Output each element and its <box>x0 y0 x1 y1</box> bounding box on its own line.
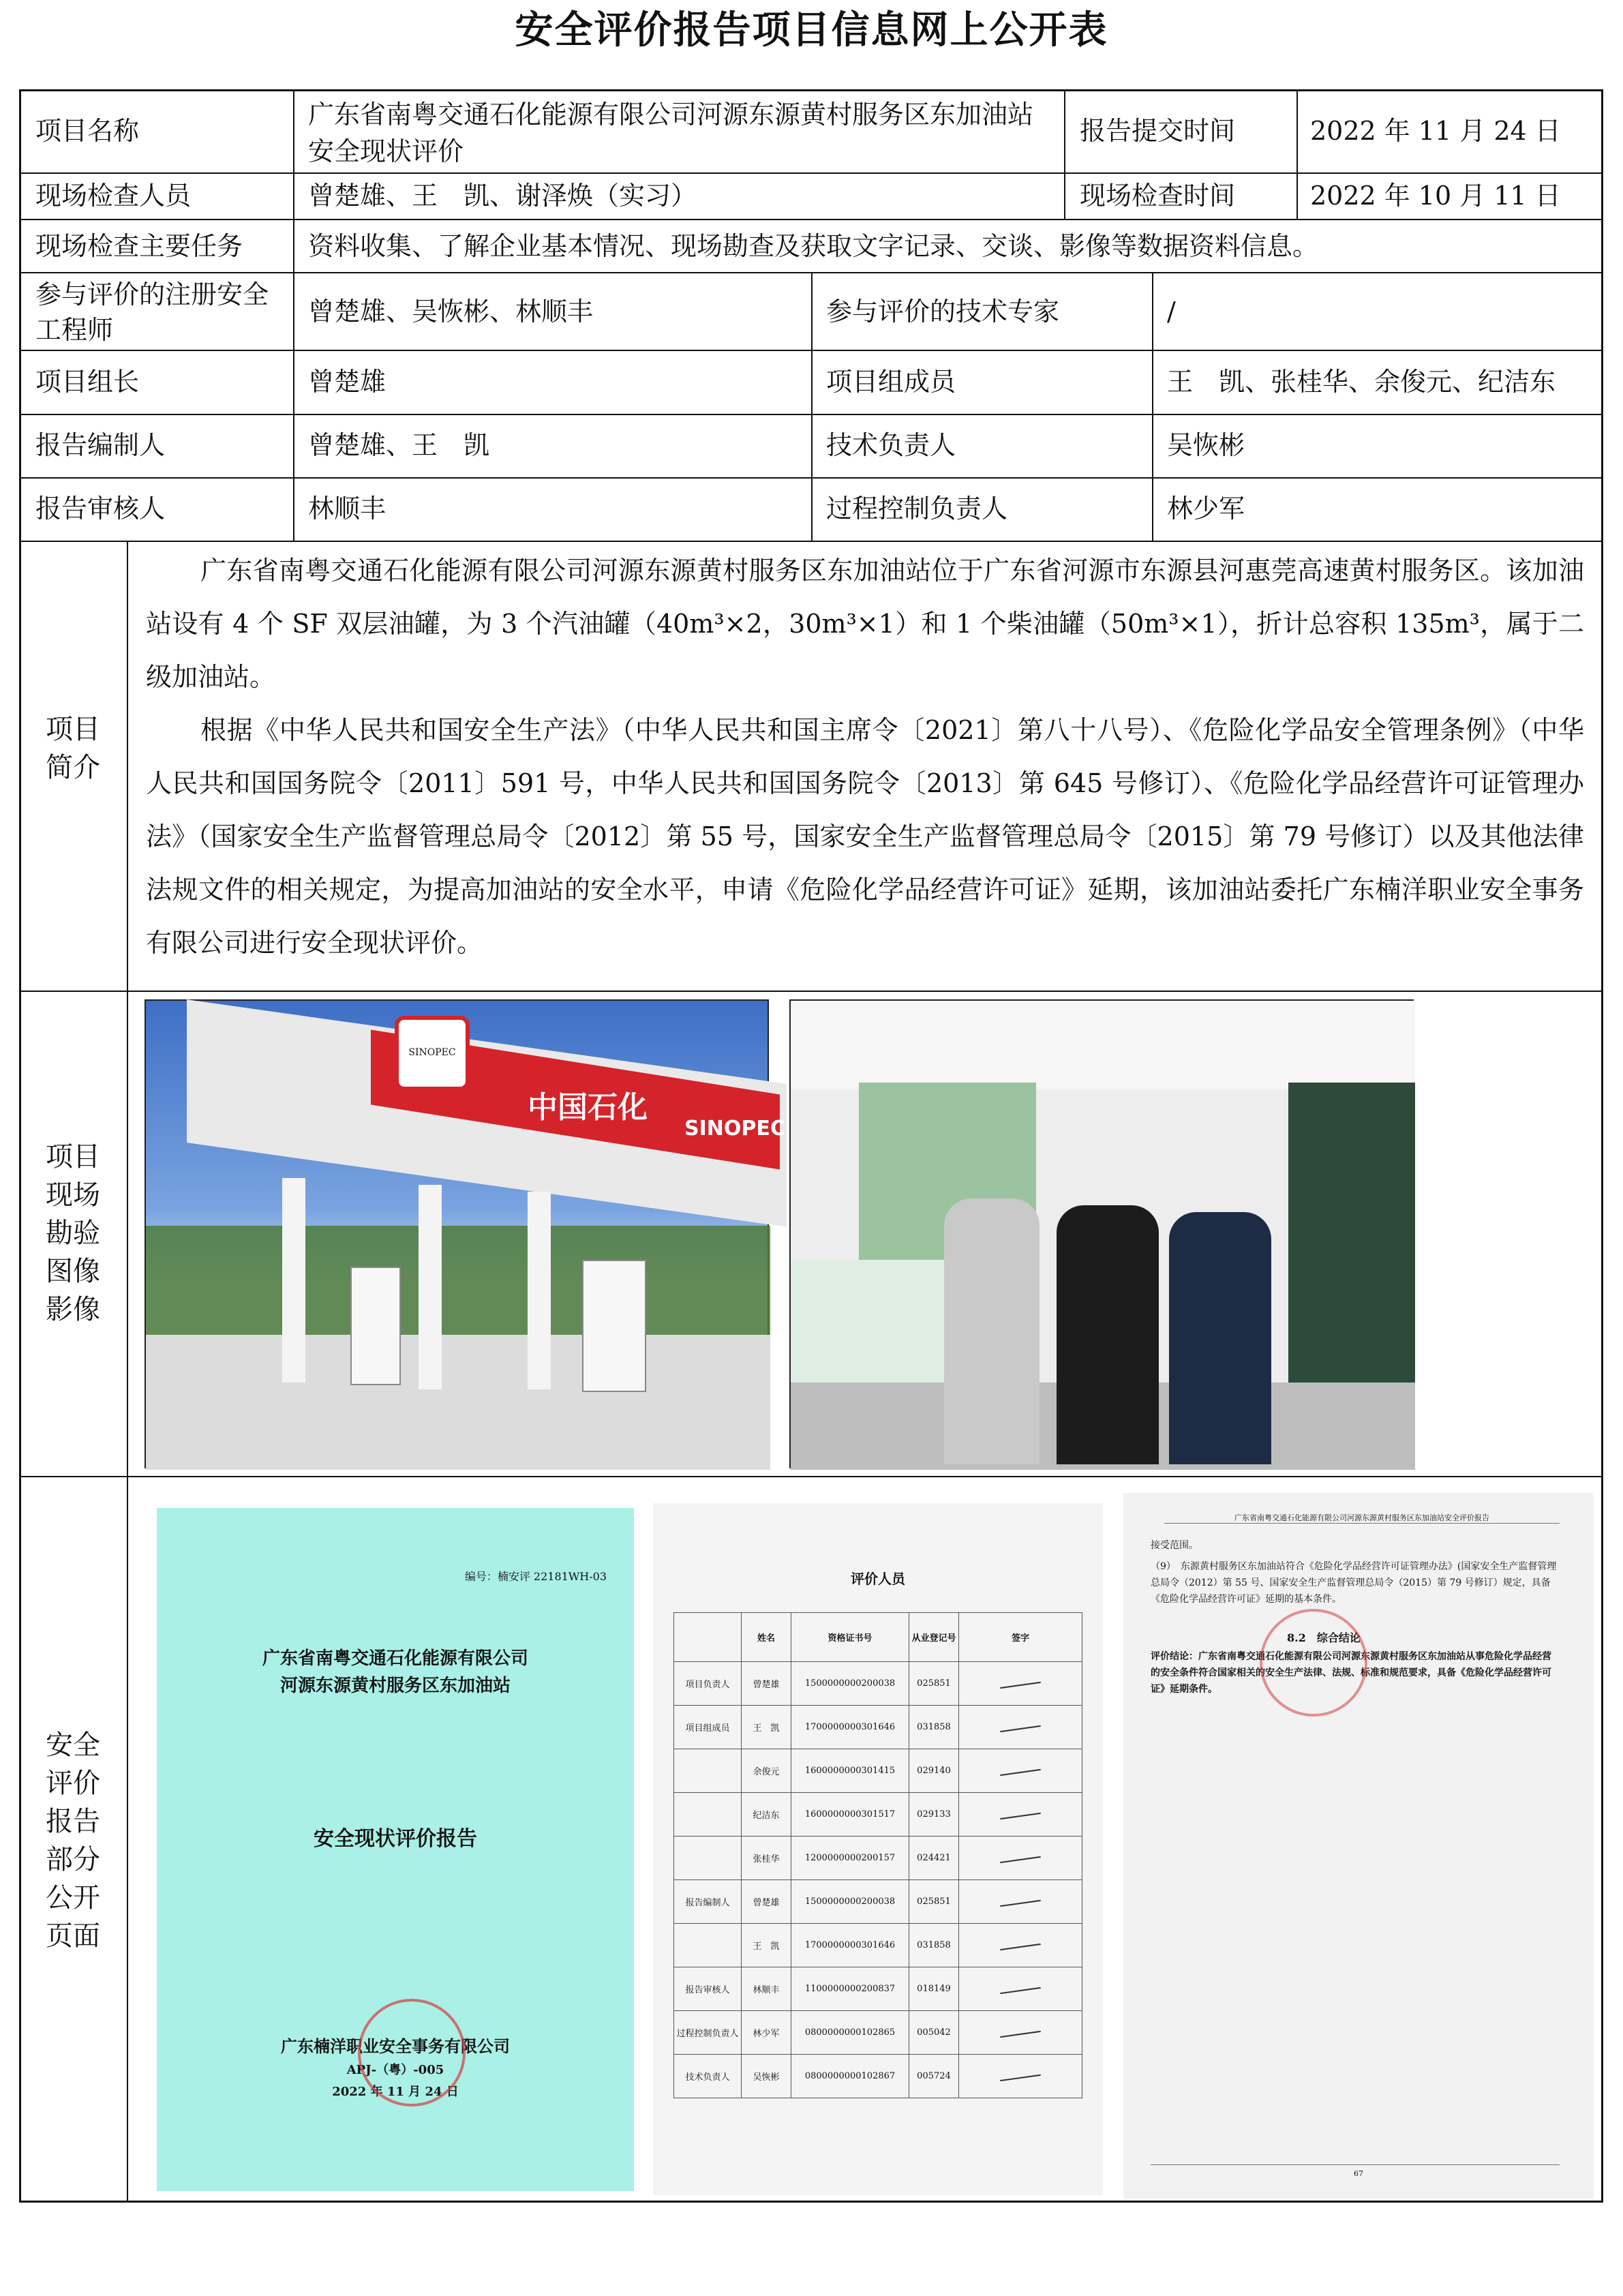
staff-col-name: 姓名 <box>742 1613 791 1662</box>
staff-name: 王 凯 <box>742 1706 791 1749</box>
staff-cert: 1100000000200837 <box>791 1967 909 2011</box>
report-cover-page <box>157 1508 634 2191</box>
staff-role <box>674 1793 742 1837</box>
handwritten-signature-icon <box>1000 1856 1041 1863</box>
staff-name: 曾楚雄 <box>742 1662 791 1706</box>
staff-name: 林少军 <box>742 2011 791 2055</box>
staff-role: 过程控制负责人 <box>674 2011 742 2055</box>
intro-label: 项目简介 <box>46 714 100 783</box>
photos-label: 项目现场勘验图像影像 <box>46 1141 100 1325</box>
staff-cert: 1200000000200157 <box>791 1837 909 1880</box>
handwritten-signature-icon <box>1000 1682 1041 1689</box>
conclusion-header: 广东省南粤交通石化能源有限公司河源东源黄村服务区东加油站安全评价报告 <box>1164 1512 1560 1524</box>
pages-label: 安全评价报告部分公开页面 <box>46 1729 100 1952</box>
process-ctrl-label: 过程控制负责人 <box>826 494 1008 524</box>
staff-cert: 1700000000301646 <box>791 1924 909 1967</box>
signature-cell <box>959 1967 1082 2011</box>
staff-name: 吴恢彬 <box>742 2055 791 2098</box>
engineers-value: 曾楚雄、吴恢彬、林顺丰 <box>308 297 594 327</box>
signature-cell <box>959 1706 1082 1749</box>
signature-cell <box>959 1793 1082 1837</box>
staff-reg: 005042 <box>909 2011 959 2055</box>
signature-cell <box>959 2055 1082 2098</box>
cover-company-line1: 广东省南粤交通石化能源有限公司 <box>262 1648 528 1669</box>
inspectors-label: 现场检查人员 <box>35 181 192 211</box>
handwritten-signature-icon <box>1000 1813 1041 1819</box>
cover-code: 编号：楠安评 22181WH-03 <box>464 1570 607 1583</box>
staff-row <box>674 1880 1082 1924</box>
experts-label: 参与评价的技术专家 <box>826 297 1060 327</box>
page-title: 安全评价报告项目信息网上公开表 <box>515 8 1108 52</box>
conclusion-page-number: 67 <box>1354 2169 1363 2178</box>
staff-cert: 1600000000301517 <box>791 1793 909 1837</box>
reviewer-value: 林顺丰 <box>308 494 386 524</box>
staff-reg: 029140 <box>909 1749 959 1793</box>
signature-cell <box>959 2011 1082 2055</box>
staff-reg: 031858 <box>909 1924 959 1967</box>
staff-table <box>673 1612 1082 2098</box>
cover-report-title: 安全现状评价报告 <box>314 1827 477 1851</box>
site-staff-photo <box>789 999 1414 1468</box>
compiler-label: 报告编制人 <box>35 430 166 460</box>
staff-role: 报告编制人 <box>674 1880 742 1924</box>
staff-row <box>674 1924 1082 1967</box>
tech-lead-value: 吴恢彬 <box>1167 430 1245 460</box>
staff-row <box>674 1662 1082 1706</box>
staff-row <box>674 1837 1082 1880</box>
reviewer-label: 报告审核人 <box>35 494 166 524</box>
staff-row <box>674 1967 1082 2011</box>
staff-reg: 025851 <box>909 1662 959 1706</box>
cover-company-line2: 河源东源黄村服务区东加油站 <box>279 1676 511 1696</box>
staff-cert: 1700000000301646 <box>791 1706 909 1749</box>
staff-name: 王 凯 <box>742 1924 791 1967</box>
handwritten-signature-icon <box>1000 1769 1041 1776</box>
signature-cell <box>959 1749 1082 1793</box>
signature-cell <box>959 1924 1082 1967</box>
staff-name: 张桂华 <box>742 1837 791 1880</box>
project-name-value: 广东省南粤交通石化能源有限公司河源东源黄村服务区东加油站安全现状评价 <box>308 100 1034 166</box>
leader-value: 曾楚雄 <box>308 367 386 397</box>
handwritten-signature-icon <box>1000 1987 1041 1994</box>
staff-reg: 018149 <box>909 1967 959 2011</box>
process-ctrl-value: 林少军 <box>1167 494 1245 524</box>
inspect-time-label: 现场检查时间 <box>1080 181 1236 211</box>
staff-col-role <box>674 1613 742 1662</box>
staff-role <box>674 1749 742 1793</box>
members-label: 项目组成员 <box>826 367 956 397</box>
station-photo <box>145 999 785 1468</box>
handwritten-signature-icon <box>1000 1900 1041 1907</box>
canopy-brand-en: SINOPEC <box>684 1117 785 1141</box>
cover-date: 2022 年 11 月 24 日 <box>332 2085 459 2099</box>
staff-name: 纪洁东 <box>742 1793 791 1837</box>
staff-row <box>674 1793 1082 1837</box>
signature-cell <box>959 1662 1082 1706</box>
staff-reg: 025851 <box>909 1880 959 1924</box>
conclusion-section: 8.2 综合结论 <box>1287 1631 1361 1644</box>
staff-col-cert: 资格证书号 <box>791 1613 909 1662</box>
tech-lead-label: 技术负责人 <box>826 430 956 460</box>
signature-cell <box>959 1837 1082 1880</box>
signature-cell <box>959 1880 1082 1924</box>
staff-cert: 0800000000102865 <box>791 2011 909 2055</box>
staff-name: 曾楚雄 <box>742 1880 791 1924</box>
canopy-brand: 中国石化 <box>528 1090 648 1125</box>
main-tasks-label: 现场检查主要任务 <box>35 231 243 261</box>
conclusion-text: 评价结论：广东省南粤交通石化能源有限公司河源东源黄村服务区东加油站从事危险化学品经营的安全条件符合国家相关的安全生产法律、法规、标准和规范要求，具备《危险化学品经营许可证》延期条件。 <box>1151 1651 1551 1695</box>
engineers-label: 参与评价的注册安全工程师 <box>35 280 269 345</box>
staff-row <box>674 2055 1082 2098</box>
compiler-value: 曾楚雄、王 凯 <box>308 430 490 460</box>
staff-row <box>674 1706 1082 1749</box>
leader-label: 项目组长 <box>35 367 140 397</box>
handwritten-signature-icon <box>1000 2031 1041 2038</box>
staff-name: 林顺丰 <box>742 1967 791 2011</box>
staff-reg: 024421 <box>909 1837 959 1880</box>
staff-cert: 1500000000200038 <box>791 1880 909 1924</box>
staff-role <box>674 1924 742 1967</box>
conclusion-line-2: （9） 东源黄村服务区东加油站符合《危险化学品经营许可证管理办法》(国家安全生产监督管理总局令（2012）第 55 号、国家安全生产监督管理总局令（2015）第 79 号修订）规定，具备《危险化学品经营许可证》延期的基本条件。 <box>1151 1561 1557 1605</box>
members-value: 王 凯、张桂华、余俊元、纪洁东 <box>1167 367 1556 397</box>
submit-time-label: 报告提交时间 <box>1080 116 1236 146</box>
staff-page <box>653 1503 1103 2195</box>
inspectors-value: 曾楚雄、王 凯、谢泽焕（实习） <box>308 181 697 211</box>
main-tasks-value: 资料收集、了解企业基本情况、现场勘查及获取文字记录、交谈、影像等数据资料信息。 <box>308 231 1319 261</box>
staff-col-reg: 从业登记号 <box>909 1613 959 1662</box>
evaluation-seal-icon <box>1260 1609 1367 1717</box>
project-name-label: 项目名称 <box>35 116 140 146</box>
staff-role <box>674 1837 742 1880</box>
staff-row <box>674 1749 1082 1793</box>
handwritten-signature-icon <box>1000 1944 1041 1950</box>
staff-cert: 0800000000102867 <box>791 2055 909 2098</box>
cover-issuer: 广东楠洋职业安全事务有限公司 <box>281 2036 510 2056</box>
staff-heading: 评价人员 <box>851 1571 905 1587</box>
staff-cert: 1500000000200038 <box>791 1662 909 1706</box>
staff-reg: 031858 <box>909 1706 959 1749</box>
staff-role: 技术负责人 <box>674 2055 742 2098</box>
conclusion-line-1: 接受范围。 <box>1151 1540 1198 1551</box>
handwritten-signature-icon <box>1000 2074 1041 2081</box>
staff-name: 余俊元 <box>742 1749 791 1793</box>
intro-paragraph-1: 广东省南粤交通石化能源有限公司河源东源黄村服务区东加油站位于广东省河源市东源县河惠莞高速黄村服务区。该加油站设有 4 个 SF 双层油罐，为 3 个汽油罐（40m³×2，30m³×1）和 1 个柴油罐（50m³×1），折计总容积 135m³，属于二级加油站。 <box>146 556 1584 692</box>
staff-cert: 1600000000301415 <box>791 1749 909 1793</box>
inspect-time-value: 2022 年 10 月 11 日 <box>1310 181 1561 211</box>
intro-paragraph-2: 根据《中华人民共和国安全生产法》（中华人民共和国主席令〔2021〕第八十八号）、《危险化学品安全管理条例》（中华人民共和国国务院令〔2011〕591 号，中华人民共和国国务院令〔2013〕第 645 号修订）、《危险化学品经营许可证管理办法》（国家安全生产监督管理总局令〔2012〕第 55 号，国家安全生产监督管理总局令〔2015〕第 79 号修订）以及其他法律法规文件的相关规定，为提高加油站的安全水平，申请《危险化学品经营许可证》延期，该加油站委托广东楠洋职业安全事务有限公司进行安全现状评价。 <box>146 715 1584 958</box>
handwritten-signature-icon <box>1000 1725 1041 1732</box>
conclusion-page <box>1123 1493 1594 2199</box>
staff-role: 报告审核人 <box>674 1967 742 2011</box>
staff-reg: 005724 <box>909 2055 959 2098</box>
staff-col-sign: 签字 <box>959 1613 1082 1662</box>
staff-row <box>674 2011 1082 2055</box>
staff-role: 项目组成员 <box>674 1706 742 1749</box>
cover-cert: APJ-（粤）-005 <box>346 2063 444 2077</box>
company-seal-icon <box>358 1999 466 2106</box>
experts-value: / <box>1167 297 1176 327</box>
sinopec-logo-icon: SINOPEC <box>395 1016 470 1091</box>
staff-role: 项目负责人 <box>674 1662 742 1706</box>
submit-time-value: 2022 年 11 月 24 日 <box>1310 116 1561 146</box>
staff-reg: 029133 <box>909 1793 959 1837</box>
